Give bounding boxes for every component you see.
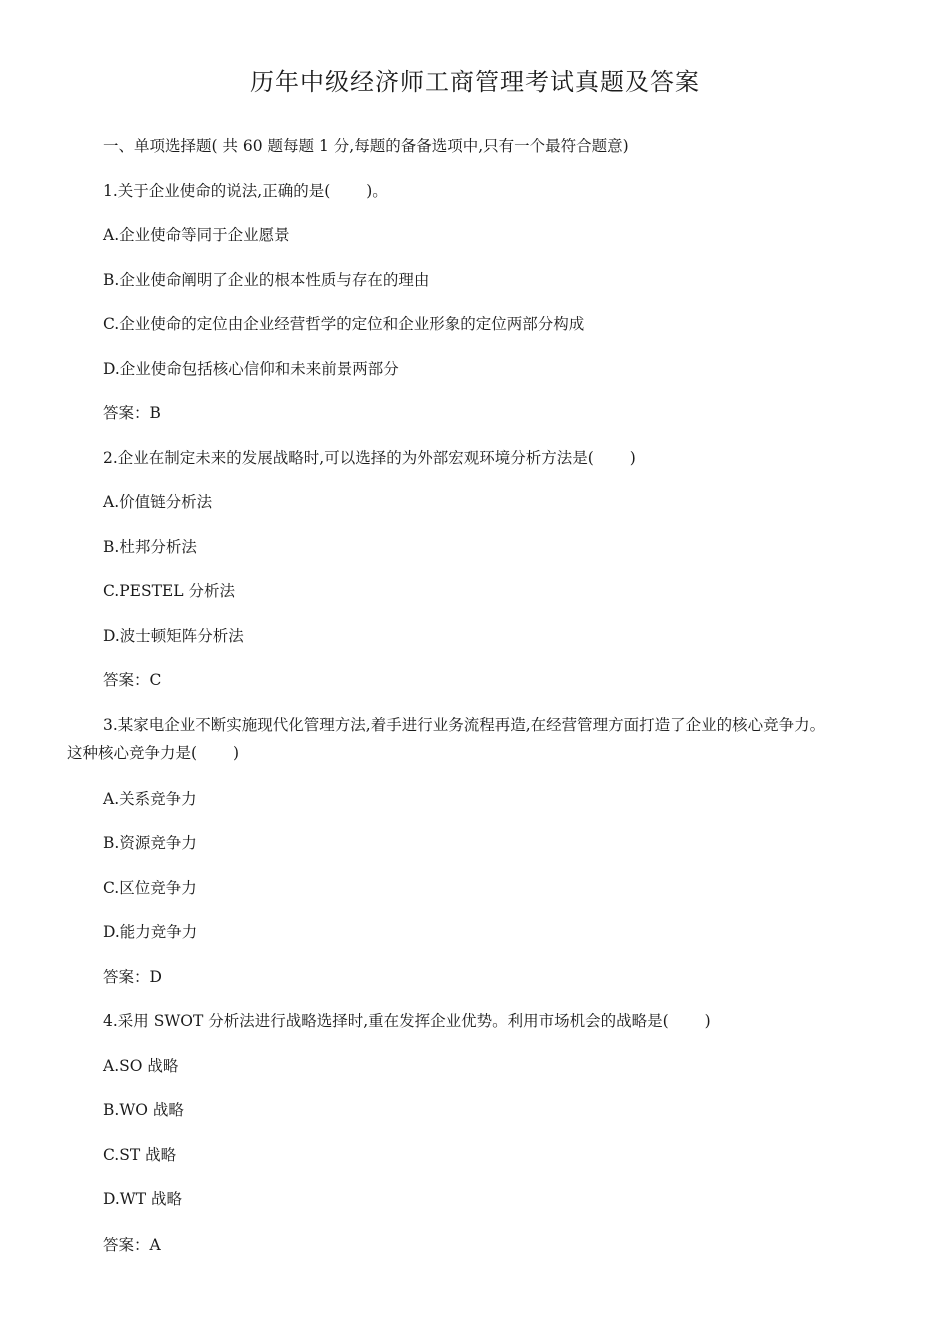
question-stem: 2.企业在制定未来的发展战略时,可以选择的为外部宏观环境分析方法是( ) (103, 449, 636, 467)
option-a: A.价值链分析法 (103, 493, 213, 511)
option-c: C.区位竞争力 (103, 879, 197, 897)
answer: 答案：B (103, 404, 161, 422)
section-heading: 一、单项选择题( 共 60 题每题 1 分,每题的备备选项中,只有一个最符合题意) (103, 137, 629, 155)
option-d: D.能力竞争力 (103, 923, 198, 941)
document-title: 历年中级经济师工商管理考试真题及答案 (250, 68, 700, 96)
option-a: A.关系竞争力 (103, 790, 197, 808)
option-c: C.PESTEL 分析法 (103, 582, 235, 600)
question-stem-continuation: 这种核心竞争力是( ) (67, 744, 240, 762)
option-b: B.企业使命阐明了企业的根本性质与存在的理由 (103, 271, 430, 289)
option-b: B.杜邦分析法 (103, 538, 197, 556)
answer: 答案：D (103, 968, 162, 986)
question-stem: 4.采用 SWOT 分析法进行战略选择时,重在发挥企业优势。利用市场机会的战略是( ) (103, 1012, 711, 1030)
option-c: C.企业使命的定位由企业经营哲学的定位和企业形象的定位两部分构成 (103, 315, 585, 333)
option-b: B.WO 战略 (103, 1101, 184, 1119)
option-a: A.企业使命等同于企业愿景 (103, 226, 290, 244)
answer: 答案：A (103, 1236, 161, 1254)
question-stem: 3.某家电企业不断实施现代化管理方法,着手进行业务流程再造,在经营管理方面打造了企业的核心竞争力。 (103, 716, 826, 734)
option-a: A.SO 战略 (103, 1057, 179, 1075)
option-b: B.资源竞争力 (103, 834, 197, 852)
option-d: D.企业使命包括核心信仰和未来前景两部分 (103, 360, 399, 378)
option-c: C.ST 战略 (103, 1146, 177, 1164)
answer: 答案：C (103, 671, 162, 689)
option-d: D.WT 战略 (103, 1190, 182, 1208)
option-d: D.波士顿矩阵分析法 (103, 627, 244, 645)
question-stem: 1.关于企业使命的说法,正确的是( )。 (103, 182, 388, 200)
